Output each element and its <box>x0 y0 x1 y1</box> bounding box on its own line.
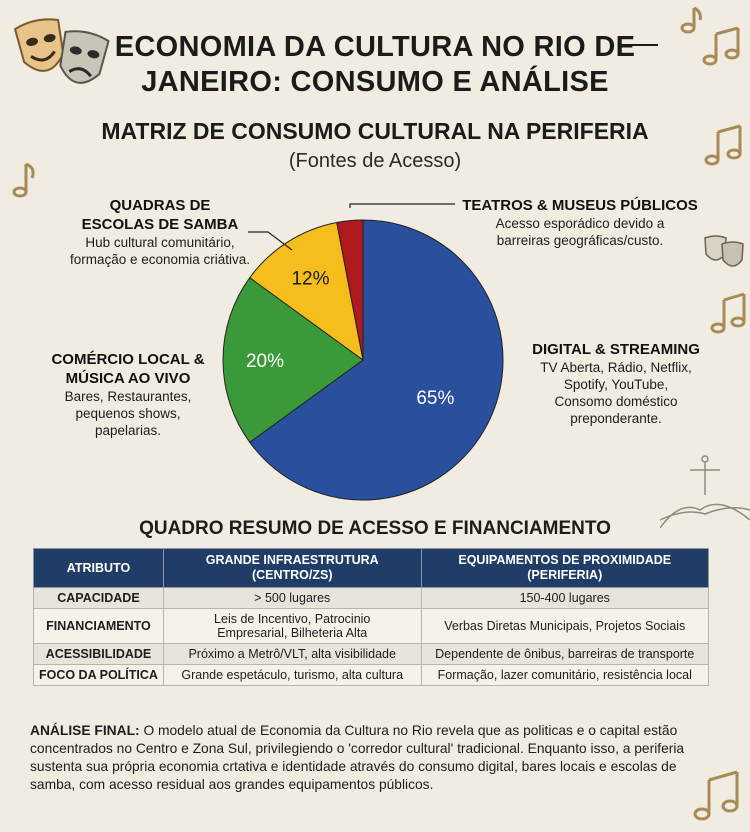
pie-value-label: 65% <box>416 387 455 409</box>
label-comercio-head-2: MÚSICA AO VIVO <box>65 370 191 387</box>
table-title: QUADRO RESUMO DE ACESSO E FINANCIAMENTO <box>139 518 611 539</box>
label-digital-line-2: Spotify, YouTube, <box>563 377 669 392</box>
label-teatros-line-2: barreiras geográficas/custo. <box>496 233 664 248</box>
cell-attr: FINANCIAMENTO <box>34 609 164 644</box>
pie-value-label: 20% <box>245 351 285 372</box>
cell-prox: 150-400 lugares <box>421 588 708 609</box>
label-samba-head-1: QUADRAS DE <box>109 197 211 214</box>
section-subsubtitle: (Fontes de Acesso) <box>288 150 462 172</box>
cell-attr: FOCO DA POLÍTICA <box>34 665 164 686</box>
label-samba-line-1: Hub cultural comunitário, <box>85 235 235 250</box>
table-header-row <box>34 549 709 588</box>
label-comercio-line-3: papelarias. <box>94 423 162 438</box>
table-row <box>34 609 709 644</box>
cell-grande: Grande espetáculo, turismo, alta cultura <box>163 665 421 686</box>
label-digital-line-1: TV Aberta, Rádio, Netflix, <box>540 360 692 375</box>
header-prox-line-1: EQUIPAMENTOS DE PROXIMIDADE <box>458 553 672 567</box>
label-comercio-line-1: Bares, Restaurantes, <box>64 389 192 404</box>
header-attr: ATRIBUTO <box>34 549 164 588</box>
cell-grande <box>163 609 421 644</box>
title-line-1: ECONOMIA DA CULTURA NO RIO DE <box>114 31 636 63</box>
table-row <box>34 665 709 686</box>
table-row <box>34 588 709 609</box>
table-row <box>34 644 709 665</box>
cell-prox: Dependente de ônibus, barreiras de transporte <box>421 644 708 665</box>
cell-grande-line-2: Empresarial, Bilheteria Alta <box>217 626 368 640</box>
cell-prox: Verbas Diretas Municipais, Projetos Sociais <box>421 609 708 644</box>
header-prox-line-2: (PERIFERIA) <box>527 568 603 582</box>
label-teatros-head: TEATROS & MUSEUS PÚBLICOS <box>462 197 698 214</box>
cell-grande: Próximo a Metrô/VLT, alta visibilidade <box>163 644 421 665</box>
header-grande-line-2: (CENTRO/ZS) <box>251 568 333 582</box>
label-digital <box>506 340 726 427</box>
section-subtitle: MATRIZ DE CONSUMO CULTURAL NA PERIFERIA <box>101 118 649 144</box>
label-digital-line-4: preponderante. <box>570 411 662 426</box>
pie-value-label: 12% <box>291 268 330 290</box>
label-teatros <box>446 196 714 249</box>
cell-grande: > 500 lugares <box>163 588 421 609</box>
header-grande <box>163 549 421 588</box>
cell-attr: ACESSIBILIDADE <box>34 644 164 665</box>
header-grande-line-1: GRANDE INFRAESTRUTURA <box>205 553 379 567</box>
summary-table <box>33 548 709 686</box>
label-digital-line-3: Consomo doméstico <box>554 394 678 409</box>
cell-prox: Formação, lazer comunitário, resistência local <box>421 665 708 686</box>
label-comercio-head-1: COMÉRCIO LOCAL & <box>51 351 205 368</box>
header-prox <box>421 549 708 588</box>
cell-grande-line-1: Leis de Incentivo, Patrocinio <box>214 612 371 626</box>
label-teatros-line-1: Acesso esporádico devido a <box>495 216 665 231</box>
label-digital-head: DIGITAL & STREAMING <box>532 341 700 358</box>
label-samba <box>50 196 270 268</box>
label-samba-head-2: ESCOLAS DE SAMBA <box>81 216 239 233</box>
analysis-lead: ANÁLISE FINAL: <box>30 723 140 738</box>
label-samba-line-2: formação e economia criátiva. <box>69 252 251 267</box>
title-line-2: JANEIRO: CONSUMO E ANÁLISE <box>141 66 609 98</box>
analysis-text: O modelo atual de Economia da Cultura no Rio revela que as politicas e o capital estão concentrados no Centro e Zona Sul, privilegiendo o 'corredor cultural' tradicional. Enquanto isso, a periferia sustenta sua própria economia crtativa e identidade através do consumo digital, bares locais e escolas de samba, com acesso residual aos grandes equipamentos públicos. <box>30 723 685 792</box>
cell-attr: CAPACIDADE <box>34 588 164 609</box>
label-comercio-line-2: pequenos shows, <box>75 406 181 421</box>
label-comercio <box>28 350 228 439</box>
leader-line-teatros <box>350 204 455 208</box>
analysis-paragraph <box>30 722 710 794</box>
